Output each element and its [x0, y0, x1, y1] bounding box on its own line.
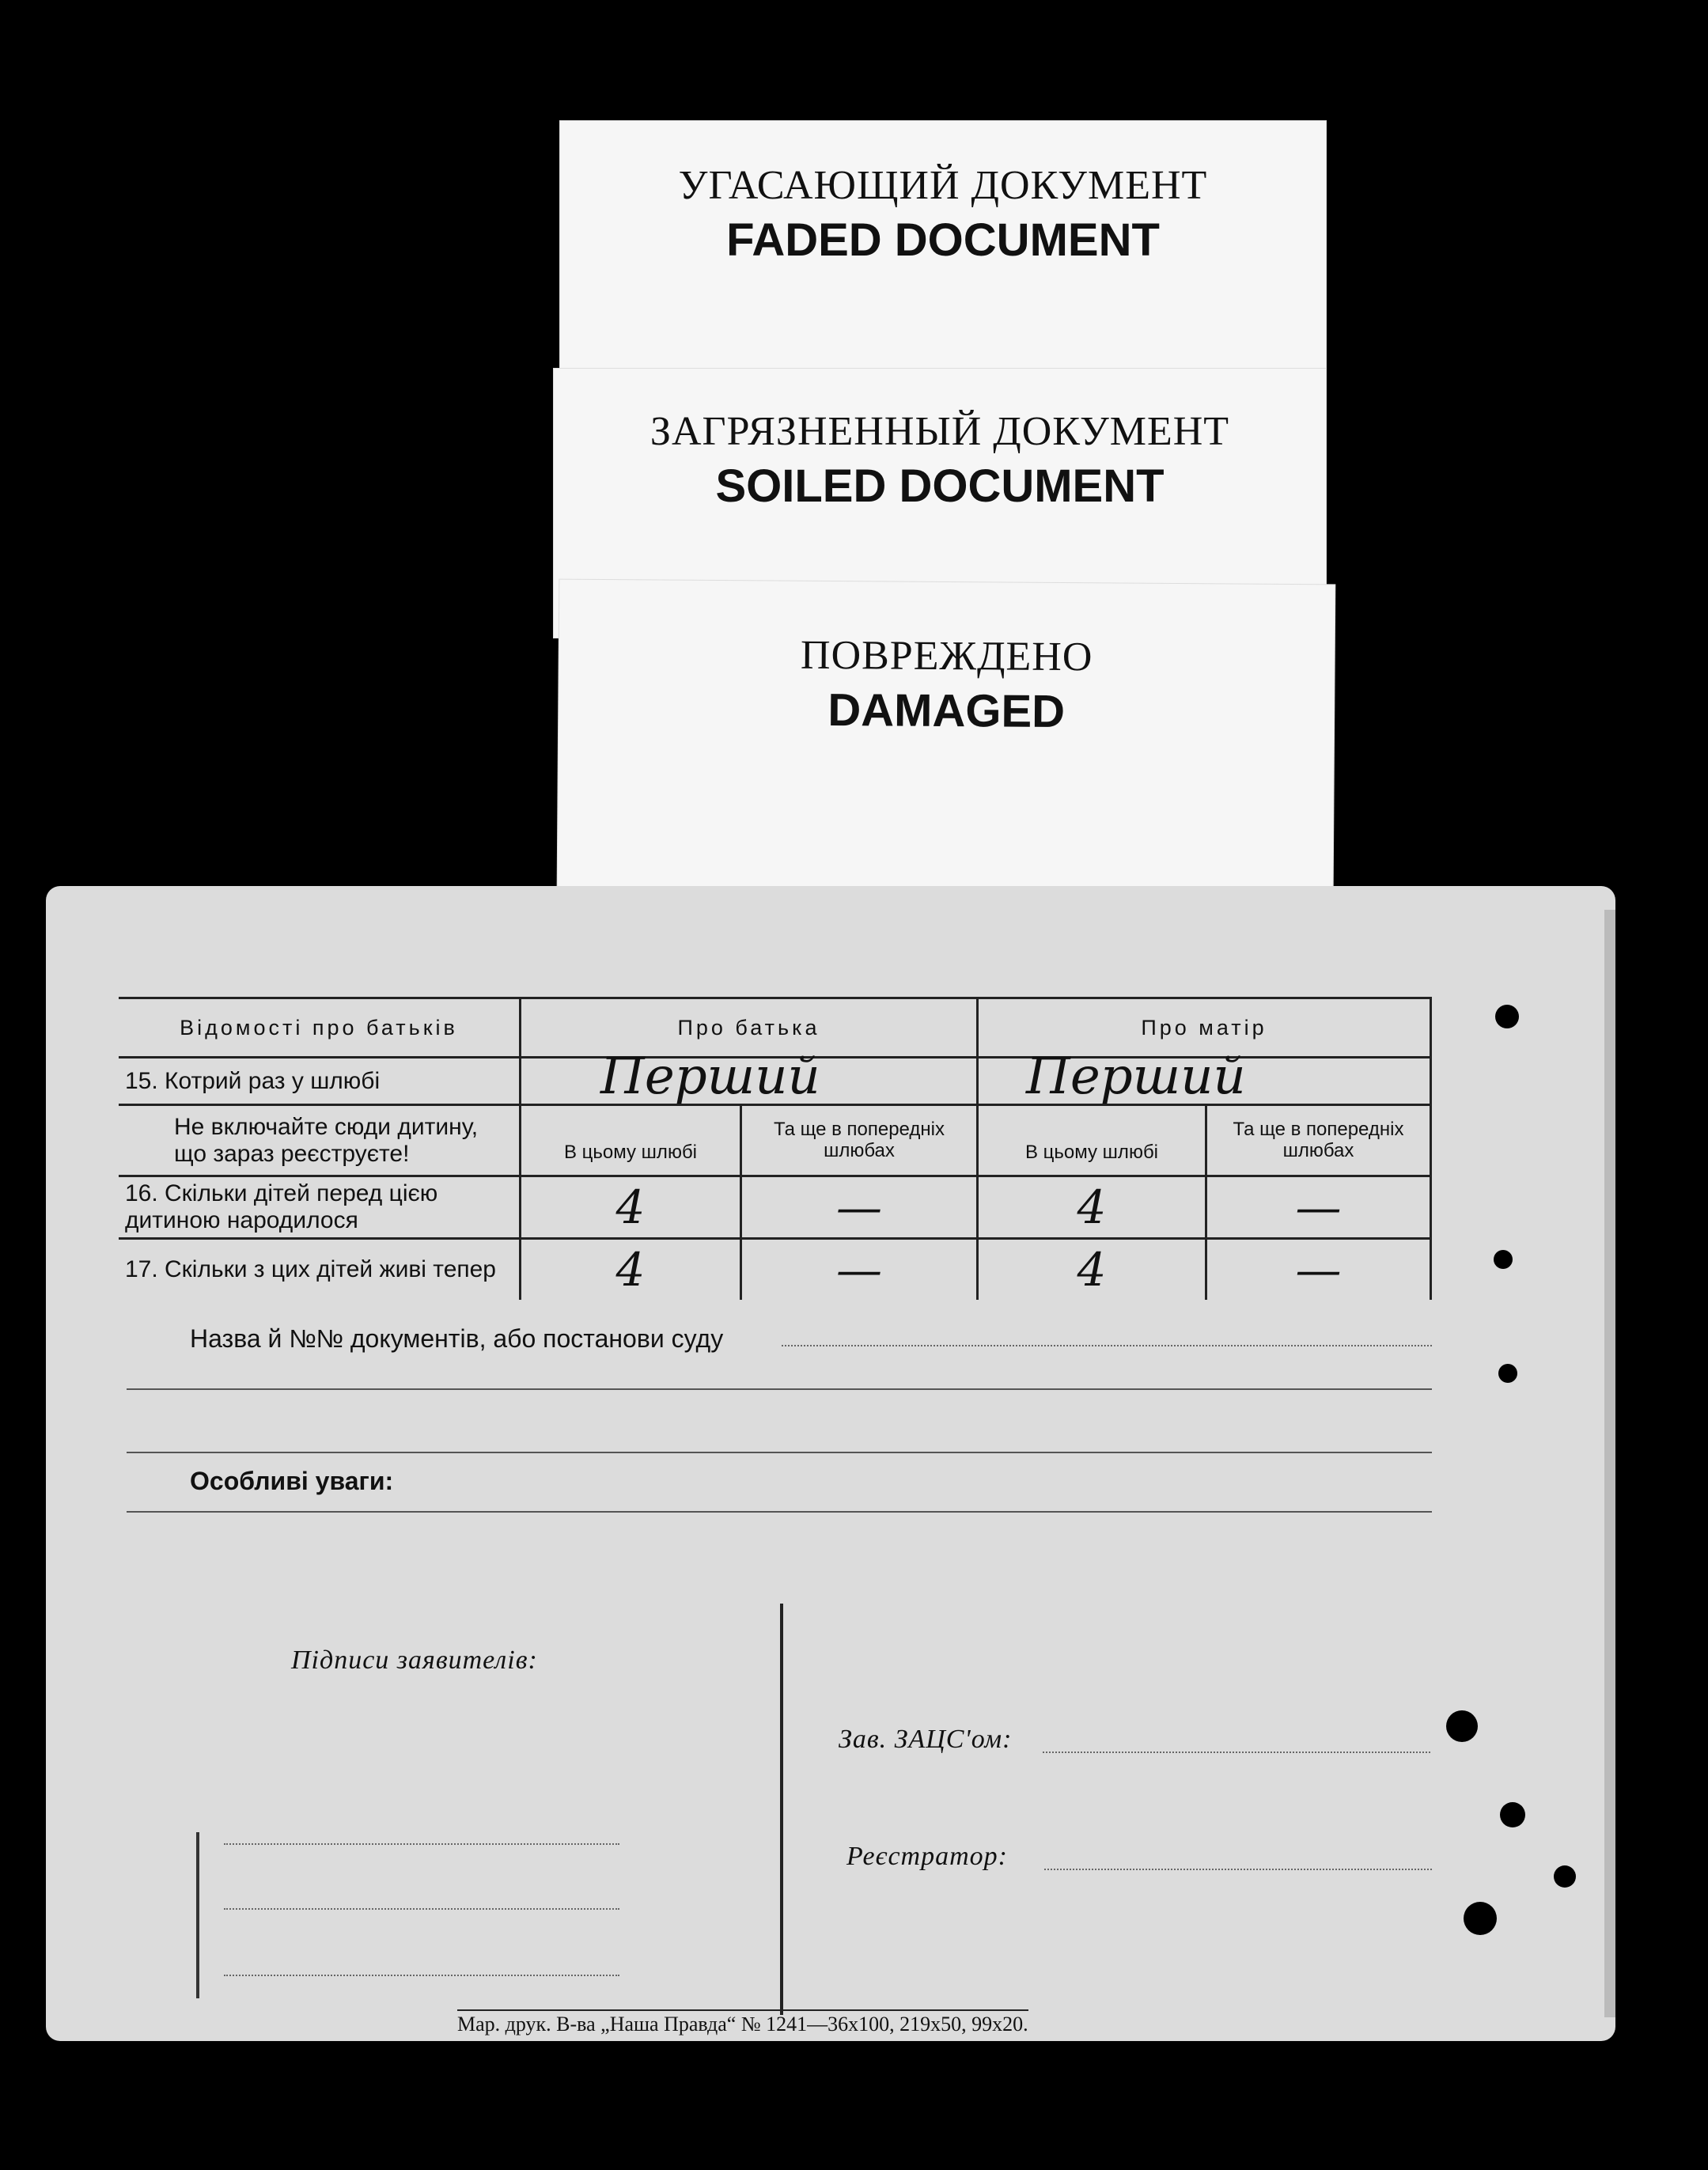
q17-number: 17. — [125, 1256, 158, 1282]
label-ru: УГАСАЮЩИЙ ДОКУМЕНТ — [678, 163, 1208, 208]
q15-text: Котрий раз у шлюбі — [165, 1067, 381, 1094]
q16-text: Скільки дітей перед цією дитиною народилося — [125, 1180, 438, 1233]
header-parents-info: Відомості про батьків — [119, 998, 521, 1058]
mother-this-marriage: В цьому шлюбі — [978, 1105, 1206, 1176]
documents-line — [782, 1345, 1432, 1346]
label-ru: ПОВРЕЖДЕНО — [800, 632, 1093, 680]
head-zags-line — [1043, 1752, 1430, 1753]
q17-father-prev: — — [741, 1239, 978, 1301]
parents-info-table — [119, 997, 1432, 1300]
q15-father-cell — [521, 1047, 978, 1106]
mother-prev-marriages: Та ще в попередніх шлюбах — [1206, 1105, 1431, 1176]
registrar-line — [1044, 1869, 1432, 1870]
q17-mother-prev: — — [1206, 1239, 1431, 1301]
head-zags-label: Зав. ЗАЦС'ом: — [839, 1725, 1013, 1754]
signature-divider — [780, 1604, 783, 2015]
q16-label — [119, 1176, 521, 1239]
q17-label — [119, 1239, 521, 1301]
punch-hole — [1500, 1802, 1525, 1827]
father-this-marriage: В цьому шлюбі — [521, 1105, 741, 1176]
q17-text: Скільки з цих дітей живі тепер — [165, 1256, 496, 1282]
q16-mother-prev: — — [1206, 1176, 1431, 1239]
q15-number: 15. — [125, 1067, 158, 1094]
q15-mother-value: Перший — [1026, 1047, 1246, 1106]
paper-edge — [1604, 910, 1615, 2017]
rule-line — [127, 1452, 1432, 1453]
label-en: FADED DOCUMENT — [726, 214, 1160, 266]
q16-father-this: 4 — [521, 1176, 741, 1239]
rule-line — [127, 1388, 1432, 1390]
punch-hole — [1554, 1865, 1576, 1888]
label-en: SOILED DOCUMENT — [715, 460, 1165, 512]
faded-document-label — [560, 121, 1326, 382]
signature-bracket — [196, 1832, 199, 1998]
punch-hole — [1464, 1902, 1497, 1935]
label-en: DAMAGED — [827, 684, 1066, 738]
q17-mother-this: 4 — [978, 1239, 1206, 1301]
header-mother: Про матір — [978, 998, 1431, 1058]
q15-father-value: Перший — [600, 1047, 820, 1106]
signature-line — [224, 1843, 619, 1845]
punch-hole — [1446, 1710, 1478, 1742]
rule-line — [127, 1511, 1432, 1513]
special-notes-label: Особливі уваги: — [190, 1467, 394, 1495]
father-prev-marriages: Та ще в попередніх шлюбах — [741, 1105, 978, 1176]
punch-hole — [1495, 1005, 1519, 1028]
punch-hole — [1498, 1364, 1517, 1383]
applicants-signatures-label: Підписи заявителів: — [291, 1645, 538, 1675]
q16-father-prev: — — [741, 1176, 978, 1239]
header-father: Про батька — [521, 998, 978, 1058]
registrar-label: Реєстратор: — [846, 1842, 1008, 1871]
punch-hole — [1494, 1250, 1513, 1269]
q17-father-this: 4 — [521, 1239, 741, 1301]
damaged-label — [558, 580, 1335, 894]
signature-line — [224, 1975, 619, 1976]
note-text: Не включайте сюди дитину, що зараз реєструєте! — [119, 1105, 521, 1176]
signature-line — [224, 1908, 619, 1910]
q15-label — [119, 1058, 521, 1105]
q15-mother-cell — [978, 1047, 1431, 1106]
printer-imprint: Мар. друк. В-ва „Наша Правда“ № 1241—36х100, 219х50, 99х20. — [457, 2009, 1028, 2036]
q16-number: 16. — [125, 1180, 158, 1206]
documents-label: Назва й №№ документів, або постанови суду — [190, 1324, 724, 1353]
q16-mother-this: 4 — [978, 1176, 1206, 1239]
registration-form-sheet — [46, 886, 1615, 2041]
label-ru: ЗАГРЯЗНЕННЫЙ ДОКУМЕНТ — [649, 409, 1230, 454]
